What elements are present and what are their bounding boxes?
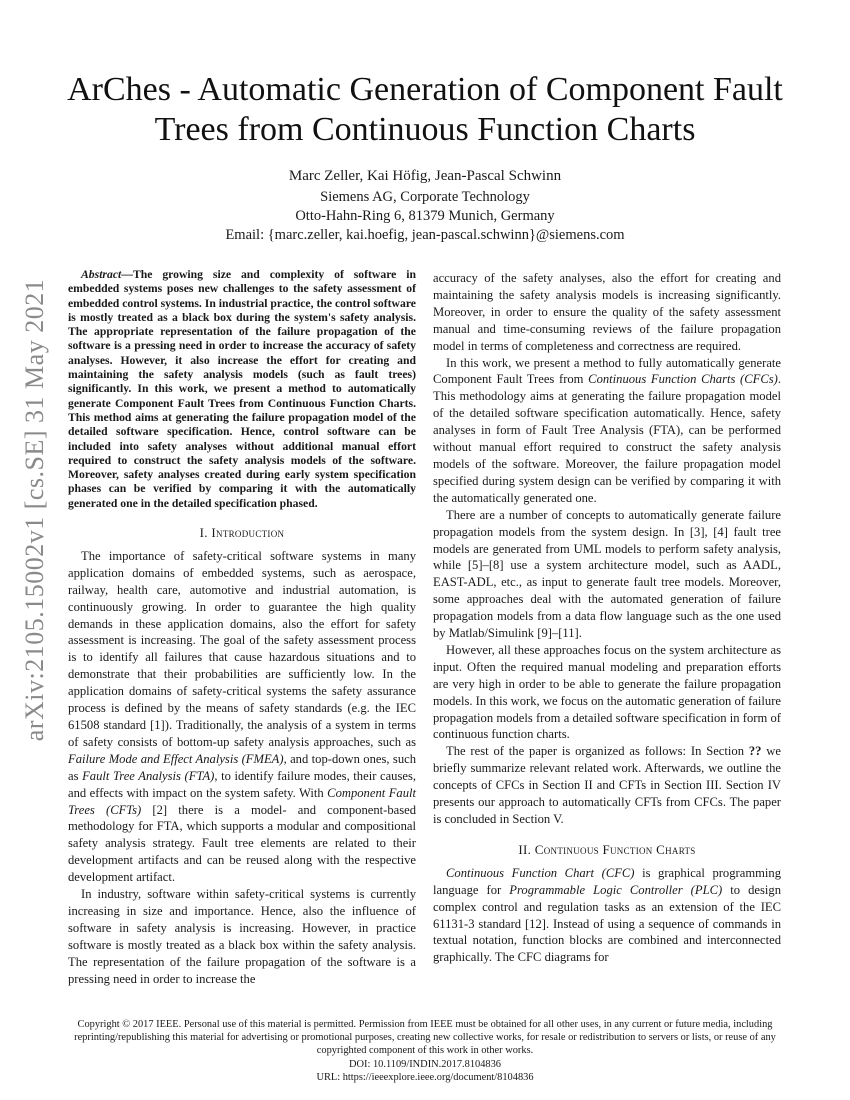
left-column xyxy=(68,268,416,988)
right-paragraph-5 xyxy=(433,743,781,828)
right-paragraph-3: There are a number of concepts to automatically generate failure propagation models from the system design. In [3], [4] fault tree models are generated from UML models to perform safety analysis, while [5]–[8] use a system architecture model, such as AADL, EAST-ADL, etc., as input to generate fault tree models. Moreover, some approaches deal with the automated generation of failure propagation models from a data flow language such as the one used by Matlab/Simulink [9]–[11]. xyxy=(433,507,781,641)
emphasis-cfc: Continuous Function Charts (CFCs) xyxy=(588,372,778,387)
section-heading-introduction: I. Introduction xyxy=(199,525,285,541)
copyright-footer xyxy=(60,1018,790,1084)
author-names: Marc Zeller, Kai Höfig, Jean-Pascal Schwinn xyxy=(288,168,562,184)
text-run: The rest of the paper is organized as follows: In Section xyxy=(446,744,749,759)
text-run: In this work, we present a method to fully automatically generate Component Fault Trees from xyxy=(433,355,781,387)
text-run: The importance of safety-critical software systems in many application domains of embedded systems, such as aerospace, railway, health care, automotive and industrial automation, is continuously growing. In order to guarantee the high quality demands in these application domains, also the effort for safety assessment is increasing. The goal of the safety assessment process is to identify all failures that cause hazardous situations and to demonstrate that their probabilities are sufficiently low. In the application domains of safety-critical systems the safety assurance process is defined by the means of safety standards (e.g. the IEC 61508 standard [1]). Traditionally, the analysis of a system in terms of safety consists of bottom-up safety analysis approaches, such as xyxy=(68,548,416,749)
abstract-text: The growing size and complexity of software in embedded systems poses new challenges to the safety assessment of embedded control systems. In industrial practice, the control software is mostly treated as a black box during the system's safety analysis. The appropriate representation of the failure propagation of the software is a pressing need in order to increase the accuracy of safety analyses. However, it also increase the effort for creating and maintaining the safety analysis models (such as fault trees) significantly. In this work, we present a method to automatically generate Component Fault Trees from Continuous Function Charts. This method aims at generating the failure propagation model of the detailed software specification. Hence, control software can be included into safety analyses without additional manual effort required to construct the safety analysis models of the software. Moreover, safety analyses created during early system specification phases can be verified by comparing it with the automatically generated one in the detailed specification phased. xyxy=(68,268,416,510)
unresolved-reference: ?? xyxy=(748,744,762,759)
author-email: Email: {marc.zeller, kai.hoefig, jean-pascal.schwinn}@siemens.com xyxy=(225,227,625,243)
text-run: is graphical programming language for xyxy=(433,865,781,897)
text-run: . This methodology aims at generating the failure propagation model of the detailed software specification automatically. Hence, safety analyses in form of Fault Tree Analysis (FTA), can be performed without manual effort required to construct the safety analysis models of the software. Moreover, the failure propagation model specified during system design can be verified by comparing it with the automatically generated one. xyxy=(433,372,781,505)
author-block xyxy=(100,167,750,245)
emphasis-fta: Fault Tree Analysis (FTA) xyxy=(82,768,215,783)
text-run: we briefly summarize relevant related work. Afterwards, we outline the concepts of CFCs in Section II and CFTs in Section III. Section IV presents our approach to automatically CFTs from CFCs. The paper is concluded in Section V. xyxy=(433,744,781,826)
right-paragraph-2 xyxy=(433,355,781,507)
emphasis-fmea: Failure Mode and Effect Analysis (FMEA) xyxy=(68,751,284,766)
author-address: Otto-Hahn-Ring 6, 81379 Munich, Germany xyxy=(295,208,555,224)
doi-line: DOI: 10.1109/INDIN.2017.8104836 xyxy=(349,1058,501,1070)
emphasis-cft: Component Fault Trees (CFTs) xyxy=(68,785,416,817)
text-run: , and top-down ones, such as xyxy=(68,751,417,783)
text-run: [2] there is a model- and component-based methodology for FTA, which supports a modular and compositional safety analysis strategy. Fault tree elements are related to their development artifacts and can be reused along with the respective development artifact. xyxy=(68,802,416,885)
right-paragraph-1: accuracy of the safety analyses, also the effort for creating and maintaining the safety analysis models is increasing significantly. Moreover, in order to ensure the quality of the safety assessment manual and time-consuming reviews of the failure propagation model in terms of completeness and correctness are required. xyxy=(433,271,781,353)
author-affiliation: Siemens AG, Corporate Technology xyxy=(320,189,530,205)
section-heading-cfc: II. Continuous Function Charts xyxy=(518,841,696,857)
copyright-notice: Copyright © 2017 IEEE. Personal use of this material is permitted. Permission from IEEE must be obtained for all other uses, in any current or future media, including reprinting/republishing this material for advertising or promotional purposes, creating new collective works, for resale or redistribution to servers or lists, or reuse of any copyrighted component of this work in other works. xyxy=(74,1019,776,1057)
url-line: URL: https://ieeexplore.ieee.org/document/8104836 xyxy=(316,1071,534,1083)
text-run: to design complex control and regulation tasks as an extension of the IEC 61131-3 standard [12]. Instead of using a sequence of commands in textual notation, function blocks are combined and interconnected graphically. The CFC diagrams for xyxy=(433,882,781,965)
intro-paragraph-1 xyxy=(68,548,416,886)
emphasis-cfc-term: Continuous Function Chart (CFC) xyxy=(446,865,635,880)
right-column xyxy=(433,270,781,966)
cfc-paragraph-1 xyxy=(433,865,781,966)
paper-title: ArChes - Automatic Generation of Component Fault Trees from Continuous Function Charts xyxy=(67,71,783,148)
abstract-label: Abstract xyxy=(81,268,122,281)
text-run: , to identify failure modes, their causes, and effects with impact on the system safety. With xyxy=(68,768,416,800)
arxiv-id-text: arXiv:2105.15002v1 [cs.SE] 31 May 2021 xyxy=(20,278,49,742)
abstract xyxy=(68,268,416,511)
arxiv-side-identifier xyxy=(20,270,50,750)
intro-paragraph-2: In industry, software within safety-critical systems is currently increasing in size and importance. Hence, also the influence of software in safety analysis is increasing. However, in practice software is mostly treated as a black box within the safety analysis. The representation of the failure propagation of the software is a pressing need in order to increase the xyxy=(68,887,416,986)
abstract-dash: — xyxy=(121,268,133,281)
right-paragraph-4: However, all these approaches focus on the system architecture as input. Often the required manual modeling and preparation efforts are very high in order to be able to generate the failure propagation models. In this work, we focus on the automatic generation of failure propagation models from a detailed software specification in form of continuous function charts. xyxy=(433,642,781,742)
emphasis-plc: Programmable Logic Controller (PLC) xyxy=(509,882,723,897)
